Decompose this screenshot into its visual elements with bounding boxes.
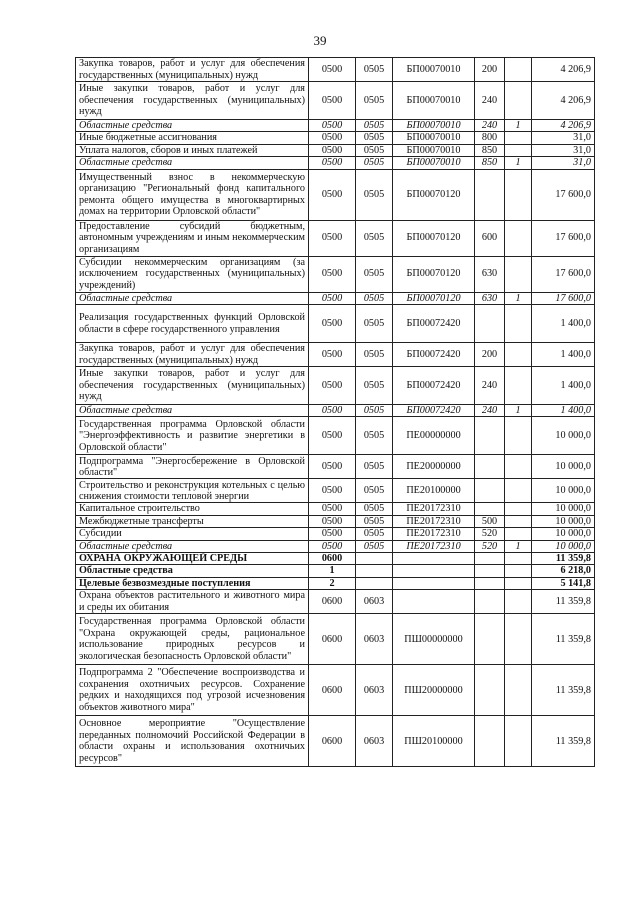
target-article-cell (393, 565, 475, 577)
target-article-cell: БП00070010 (393, 120, 475, 132)
expense-type-cell: 520 (475, 528, 505, 540)
table-row (76, 256, 595, 292)
amount-cell: 17 600,0 (532, 292, 595, 304)
page-number: 39 (313, 33, 327, 48)
expense-type-cell (475, 590, 505, 614)
row-name-cell: Строительство и реконструкция котельных с целью снижения стоимости тепловой энергии (76, 479, 309, 503)
funding-source-cell (505, 553, 532, 565)
section-code-cell: 0500 (309, 540, 356, 552)
amount-cell: 1 400,0 (532, 405, 595, 417)
section-code-cell: 0600 (309, 553, 356, 565)
target-article-cell: БП00072420 (393, 367, 475, 405)
section-code-cell: 0500 (309, 503, 356, 515)
table-row (76, 553, 595, 565)
funding-source-cell: 1 (505, 405, 532, 417)
funding-source-cell (505, 665, 532, 716)
expense-type-cell: 200 (475, 58, 505, 82)
section-code-cell: 0500 (309, 132, 356, 144)
target-article-cell (393, 577, 475, 589)
expense-type-cell (475, 577, 505, 589)
target-article-cell: БП00070120 (393, 169, 475, 220)
target-article-cell: ПЕ20100000 (393, 479, 475, 503)
target-article-cell: БП00070010 (393, 58, 475, 82)
table-row (76, 528, 595, 540)
expense-type-cell: 240 (475, 405, 505, 417)
table-row (76, 479, 595, 503)
amount-cell: 11 359,8 (532, 614, 595, 665)
section-code-cell: 0500 (309, 455, 356, 479)
funding-source-cell (505, 565, 532, 577)
expense-type-cell (475, 169, 505, 220)
table-row (76, 220, 595, 256)
expense-type-cell (475, 455, 505, 479)
section-code-cell: 0500 (309, 367, 356, 405)
expense-type-cell (475, 479, 505, 503)
subsection-code-cell: 0505 (356, 367, 393, 405)
section-code-cell: 0500 (309, 120, 356, 132)
table-row (76, 343, 595, 367)
row-name-cell: Уплата налогов, сборов и иных платежей (76, 144, 309, 156)
section-code-cell: 0500 (309, 305, 356, 343)
section-code-cell: 0600 (309, 665, 356, 716)
row-name-cell: Подпрограмма 2 "Обеспечение воспроизводства и сохранения охотничьих ресурсов. Сохранение редких и находящихся под угрозой исчезновения объектов животного мира" (76, 665, 309, 716)
amount-cell: 1 400,0 (532, 367, 595, 405)
funding-source-cell (505, 169, 532, 220)
expense-type-cell (475, 503, 505, 515)
amount-cell: 1 400,0 (532, 305, 595, 343)
table-row (76, 120, 595, 132)
section-code-cell: 0500 (309, 343, 356, 367)
subsection-code-cell: 0505 (356, 405, 393, 417)
table-row (76, 144, 595, 156)
row-name-cell: Капитальное строительство (76, 503, 309, 515)
section-code-cell: 0500 (309, 405, 356, 417)
target-article-cell: БП00072420 (393, 405, 475, 417)
amount-cell: 31,0 (532, 157, 595, 169)
subsection-code-cell: 0505 (356, 515, 393, 527)
expense-type-cell: 800 (475, 132, 505, 144)
subsection-code-cell: 0505 (356, 503, 393, 515)
row-name-cell: Закупка товаров, работ и услуг для обеспечения государственных (муниципальных) нужд (76, 343, 309, 367)
section-code-cell: 0500 (309, 220, 356, 256)
subsection-code-cell: 0505 (356, 343, 393, 367)
row-name-cell: Областные средства (76, 540, 309, 552)
amount-cell: 31,0 (532, 132, 595, 144)
amount-cell: 10 000,0 (532, 515, 595, 527)
section-code-cell: 0500 (309, 479, 356, 503)
funding-source-cell (505, 305, 532, 343)
section-code-cell: 0600 (309, 716, 356, 767)
row-name-cell: Целевые безвозмездные поступления (76, 577, 309, 589)
section-code-cell: 0500 (309, 169, 356, 220)
row-name-cell: Субсидии некоммерческим организациям (за исключением государственных (муниципальных) учреждений) (76, 256, 309, 292)
row-name-cell: Областные средства (76, 565, 309, 577)
expense-type-cell: 630 (475, 256, 505, 292)
amount-cell: 11 359,8 (532, 716, 595, 767)
subsection-code-cell: 0505 (356, 157, 393, 169)
subsection-code-cell: 0505 (356, 292, 393, 304)
amount-cell: 11 359,8 (532, 590, 595, 614)
expense-type-cell: 240 (475, 120, 505, 132)
row-name-cell: Государственная программа Орловской области "Охрана окружающей среды, рациональное использование природных ресурсов и экологическая безопасность Орловской области" (76, 614, 309, 665)
amount-cell: 11 359,8 (532, 665, 595, 716)
table-row (76, 716, 595, 767)
row-name-cell: Предоставление субсидий бюджетным, автономным учреждениям и иным некоммерческим организациям (76, 220, 309, 256)
row-name-cell: Субсидии (76, 528, 309, 540)
table-row (76, 455, 595, 479)
expense-type-cell: 240 (475, 367, 505, 405)
table-row (76, 515, 595, 527)
table-row (76, 614, 595, 665)
table-row (76, 58, 595, 82)
subsection-code-cell (356, 553, 393, 565)
section-code-cell: 0500 (309, 82, 356, 120)
target-article-cell: ПЕ20172310 (393, 528, 475, 540)
expense-type-cell (475, 417, 505, 455)
subsection-code-cell: 0505 (356, 479, 393, 503)
target-article-cell: БП00072420 (393, 343, 475, 367)
expense-type-cell (475, 665, 505, 716)
funding-source-cell (505, 82, 532, 120)
amount-cell: 1 400,0 (532, 343, 595, 367)
funding-source-cell: 1 (505, 120, 532, 132)
row-name-cell: Областные средства (76, 405, 309, 417)
budget-table (75, 57, 595, 767)
target-article-cell (393, 553, 475, 565)
amount-cell: 10 000,0 (532, 528, 595, 540)
funding-source-cell (505, 455, 532, 479)
funding-source-cell (505, 503, 532, 515)
amount-cell: 10 000,0 (532, 503, 595, 515)
funding-source-cell (505, 256, 532, 292)
funding-source-cell (505, 417, 532, 455)
target-article-cell: ПЕ00000000 (393, 417, 475, 455)
table-row (76, 540, 595, 552)
expense-type-cell: 240 (475, 82, 505, 120)
subsection-code-cell: 0603 (356, 614, 393, 665)
subsection-code-cell: 0505 (356, 540, 393, 552)
amount-cell: 10 000,0 (532, 540, 595, 552)
funding-source-cell (505, 220, 532, 256)
subsection-code-cell: 0505 (356, 256, 393, 292)
amount-cell: 4 206,9 (532, 58, 595, 82)
amount-cell: 10 000,0 (532, 455, 595, 479)
table-row (76, 132, 595, 144)
funding-source-cell (505, 479, 532, 503)
section-code-cell: 0500 (309, 144, 356, 156)
table-row (76, 577, 595, 589)
section-code-cell: 0500 (309, 417, 356, 455)
expense-type-cell: 630 (475, 292, 505, 304)
funding-source-cell (505, 132, 532, 144)
section-code-cell: 0500 (309, 528, 356, 540)
subsection-code-cell: 0505 (356, 528, 393, 540)
amount-cell: 31,0 (532, 144, 595, 156)
subsection-code-cell: 0505 (356, 132, 393, 144)
row-name-cell: Реализация государственных функций Орловской области в сфере государственного управления (76, 305, 309, 343)
table-row (76, 417, 595, 455)
funding-source-cell (505, 144, 532, 156)
funding-source-cell (505, 528, 532, 540)
amount-cell: 4 206,9 (532, 120, 595, 132)
row-name-cell: Охрана объектов растительного и животного мира и среды их обитания (76, 590, 309, 614)
expense-type-cell: 520 (475, 540, 505, 552)
row-name-cell: Иные закупки товаров, работ и услуг для обеспечения государственных (муниципальных) нужд (76, 82, 309, 120)
funding-source-cell: 1 (505, 157, 532, 169)
subsection-code-cell: 0505 (356, 220, 393, 256)
table-row (76, 305, 595, 343)
target-article-cell: ПЕ20000000 (393, 455, 475, 479)
expense-type-cell (475, 614, 505, 665)
funding-source-cell (505, 515, 532, 527)
row-name-cell: Имущественный взнос в некоммерческую организацию "Региональный фонд капитального ремонта общего имущества в многоквартирных домах на территории Орловской области" (76, 169, 309, 220)
target-article-cell: БП00070010 (393, 82, 475, 120)
target-article-cell: БП00070010 (393, 144, 475, 156)
subsection-code-cell: 0505 (356, 417, 393, 455)
subsection-code-cell: 0505 (356, 144, 393, 156)
subsection-code-cell: 0505 (356, 82, 393, 120)
funding-source-cell: 1 (505, 540, 532, 552)
amount-cell: 17 600,0 (532, 220, 595, 256)
target-article-cell (393, 590, 475, 614)
expense-type-cell (475, 553, 505, 565)
amount-cell: 10 000,0 (532, 417, 595, 455)
amount-cell: 17 600,0 (532, 256, 595, 292)
target-article-cell: ПЕ20172310 (393, 540, 475, 552)
target-article-cell: БП00070120 (393, 292, 475, 304)
table-row (76, 157, 595, 169)
subsection-code-cell: 0603 (356, 716, 393, 767)
target-article-cell: БП00070010 (393, 157, 475, 169)
table-row (76, 503, 595, 515)
funding-source-cell (505, 716, 532, 767)
target-article-cell: ПЕ20172310 (393, 503, 475, 515)
row-name-cell: Иные бюджетные ассигнования (76, 132, 309, 144)
expense-type-cell: 200 (475, 343, 505, 367)
expense-type-cell: 600 (475, 220, 505, 256)
target-article-cell: ПЕ20172310 (393, 515, 475, 527)
table-row (76, 565, 595, 577)
section-code-cell: 0500 (309, 58, 356, 82)
amount-cell: 17 600,0 (532, 169, 595, 220)
row-name-cell: Основное мероприятие "Осуществление переданных полномочий Российской Федерации в области охраны и использования охотничьих ресурсов" (76, 716, 309, 767)
section-code-cell: 1 (309, 565, 356, 577)
amount-cell: 6 218,0 (532, 565, 595, 577)
row-name-cell: Областные средства (76, 292, 309, 304)
table-row (76, 169, 595, 220)
subsection-code-cell (356, 577, 393, 589)
subsection-code-cell: 0603 (356, 590, 393, 614)
section-code-cell: 2 (309, 577, 356, 589)
funding-source-cell (505, 590, 532, 614)
funding-source-cell (505, 614, 532, 665)
amount-cell: 5 141,8 (532, 577, 595, 589)
subsection-code-cell: 0505 (356, 169, 393, 220)
row-name-cell: Иные закупки товаров, работ и услуг для обеспечения государственных (муниципальных) нужд (76, 367, 309, 405)
subsection-code-cell: 0505 (356, 455, 393, 479)
row-name-cell: Межбюджетные трансферты (76, 515, 309, 527)
amount-cell: 10 000,0 (532, 479, 595, 503)
expense-type-cell: 850 (475, 157, 505, 169)
subsection-code-cell: 0505 (356, 305, 393, 343)
table-row (76, 367, 595, 405)
row-name-cell: Государственная программа Орловской области "Энергоэффективность и развитие энергетики в Орловской области" (76, 417, 309, 455)
row-name-cell: ОХРАНА ОКРУЖАЮЩЕЙ СРЕДЫ (76, 553, 309, 565)
target-article-cell: ПШ00000000 (393, 614, 475, 665)
subsection-code-cell: 0505 (356, 120, 393, 132)
section-code-cell: 0500 (309, 292, 356, 304)
table-row (76, 590, 595, 614)
funding-source-cell (505, 58, 532, 82)
target-article-cell: БП00070120 (393, 256, 475, 292)
table-row (76, 292, 595, 304)
amount-cell: 4 206,9 (532, 82, 595, 120)
section-code-cell: 0600 (309, 614, 356, 665)
section-code-cell: 0600 (309, 590, 356, 614)
expense-type-cell (475, 305, 505, 343)
expense-type-cell: 500 (475, 515, 505, 527)
target-article-cell: ПШ20000000 (393, 665, 475, 716)
section-code-cell: 0500 (309, 256, 356, 292)
target-article-cell: БП00070010 (393, 132, 475, 144)
row-name-cell: Областные средства (76, 157, 309, 169)
expense-type-cell: 850 (475, 144, 505, 156)
funding-source-cell (505, 343, 532, 367)
funding-source-cell: 1 (505, 292, 532, 304)
funding-source-cell (505, 577, 532, 589)
subsection-code-cell: 0603 (356, 665, 393, 716)
amount-cell: 11 359,8 (532, 553, 595, 565)
expense-type-cell (475, 565, 505, 577)
subsection-code-cell: 0505 (356, 58, 393, 82)
target-article-cell: БП00072420 (393, 305, 475, 343)
subsection-code-cell (356, 565, 393, 577)
funding-source-cell (505, 367, 532, 405)
table-row (76, 82, 595, 120)
row-name-cell: Подпрограмма "Энергосбережение в Орловской области" (76, 455, 309, 479)
target-article-cell: БП00070120 (393, 220, 475, 256)
row-name-cell: Областные средства (76, 120, 309, 132)
section-code-cell: 0500 (309, 157, 356, 169)
expense-type-cell (475, 716, 505, 767)
table-row (76, 665, 595, 716)
table-row (76, 405, 595, 417)
row-name-cell: Закупка товаров, работ и услуг для обеспечения государственных (муниципальных) нужд (76, 58, 309, 82)
section-code-cell: 0500 (309, 515, 356, 527)
target-article-cell: ПШ20100000 (393, 716, 475, 767)
